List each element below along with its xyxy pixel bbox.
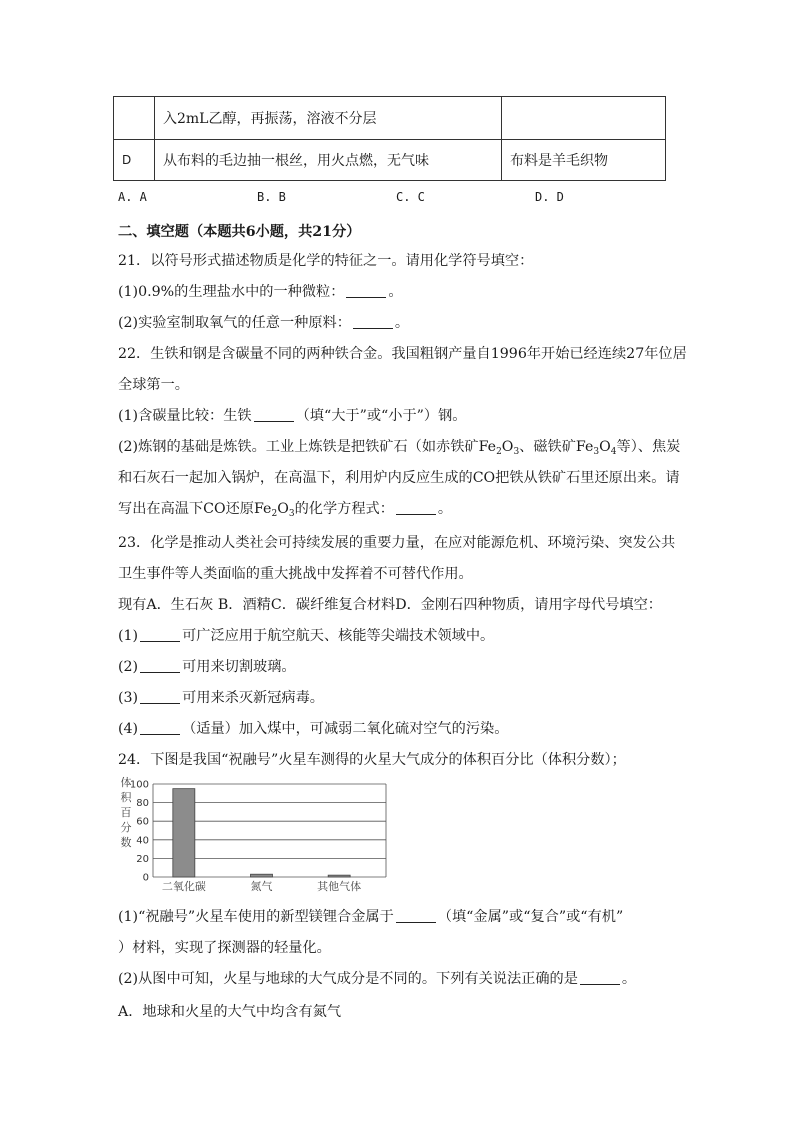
q22-line1: 22．生铁和钢是含碳量不同的两种铁合金。我国粗钢产量自1996年开始已经连续27年位居 xyxy=(118,346,687,362)
row-conclusion: 布料是羊毛织物 xyxy=(502,140,666,181)
q24-part2-text: (2)从图中可知，火星与地球的大气成分是不同的。下列有关说法正确的是 xyxy=(118,971,578,987)
part-number: (4) xyxy=(118,721,139,737)
section-title: 二、填空题（本题共6小题，共21分） xyxy=(118,224,361,240)
q21-part1-text: (1)0.9%的生理盐水中的一种微粒： xyxy=(118,284,345,300)
period: 。 xyxy=(388,284,403,300)
q22-line4: 和石灰石一起加入锅炉，在高温下，利用炉内反应生成的CO把铁从铁矿石里还原出来。请 xyxy=(118,470,680,486)
subscript: 4 xyxy=(610,447,617,457)
period: 。 xyxy=(437,501,453,517)
q22-line2: 全球第一。 xyxy=(118,377,189,393)
y-tick-label: 0 xyxy=(142,872,149,884)
y-tick-label: 20 xyxy=(136,853,149,865)
part-number: (2) xyxy=(118,659,139,675)
q22-line5 xyxy=(118,499,452,519)
y-tick-label: 100 xyxy=(129,779,149,791)
q23-part1 xyxy=(118,626,494,646)
row-description: 入2mL乙醇，再振荡，溶液不分层 xyxy=(155,97,502,140)
row-label xyxy=(114,97,155,140)
choice-b: B. B xyxy=(257,190,286,204)
q21-part1 xyxy=(118,282,403,302)
q23-part4-text: （适量）加入煤中，可减弱二氧化硫对空气的污染。 xyxy=(182,721,509,737)
q22-line5-text-b: 的化学方程式： xyxy=(294,501,394,517)
q24-stem: 24．下图是我国“祝融号”火星车测得的火星大气成分的体积百分比（体积分数）； xyxy=(118,752,626,768)
answer-blank[interactable] xyxy=(140,658,180,673)
subscript: 3 xyxy=(593,447,600,457)
answer-blank[interactable] xyxy=(396,908,436,923)
q22-line5-text-a: 写出在高温下CO还原Fe xyxy=(118,501,272,517)
q23-part1-text: 可广泛应用于航空航天、核能等尖端技术领域中。 xyxy=(182,628,495,644)
experiment-table xyxy=(113,96,666,181)
part-number: (1) xyxy=(118,628,139,644)
q21-part2 xyxy=(118,313,409,333)
formula-o: O xyxy=(599,439,611,455)
q22-part2 xyxy=(118,437,680,457)
bar xyxy=(251,874,273,877)
answer-blank[interactable] xyxy=(140,689,180,704)
bar-chart-svg xyxy=(118,776,393,896)
row-conclusion xyxy=(502,97,666,140)
answer-blank[interactable] xyxy=(140,627,180,642)
formula-o: O xyxy=(501,439,514,455)
subscript: 2 xyxy=(496,447,502,457)
subscript: 3 xyxy=(288,509,295,519)
q22-part2-text-b: 、磁铁矿Fe xyxy=(519,439,594,455)
q24-part1-text: (1)“祝融号”火星车使用的新型镁锂合金属于 xyxy=(118,909,394,925)
bar xyxy=(328,875,350,877)
y-axis-label-char: 百 xyxy=(120,806,132,819)
period: 。 xyxy=(394,315,410,331)
q24-part1 xyxy=(118,907,623,927)
subscript: 2 xyxy=(271,509,278,519)
row-label: D xyxy=(114,140,155,181)
y-axis-label-char: 分 xyxy=(120,821,132,834)
answer-blank[interactable] xyxy=(396,500,436,515)
q23-part3 xyxy=(118,688,324,708)
y-axis-label-char: 体 xyxy=(120,776,132,789)
q23-line2: 卫生事件等人类面临的重大挑战中发挥着不可替代作用。 xyxy=(118,566,473,582)
q23-part4 xyxy=(118,719,508,739)
row-description: 从布料的毛边抽一根丝，用火点燃，无气味 xyxy=(155,140,502,181)
x-tick-label: 其他气体 xyxy=(317,880,362,893)
q24-part1-cont: ）材料，实现了探测器的轻量化。 xyxy=(118,940,331,956)
q21-part2-text: (2)实验室制取氧气的任意一种原料： xyxy=(118,315,351,331)
q22-part1-text: (1)含碳量比较：生铁 xyxy=(118,408,252,424)
y-axis-label-char: 数 xyxy=(120,836,132,849)
q22-part1-hint: （填“大于”或“小于”）钢。 xyxy=(295,408,467,424)
q22-part2-text-c: 等）、焦炭 xyxy=(616,439,681,455)
q22-part2-text-a: (2)炼钢的基础是炼铁。工业上炼铁是把铁矿石（如赤铁矿Fe xyxy=(118,439,497,455)
y-tick-label: 60 xyxy=(136,816,149,828)
answer-blank[interactable] xyxy=(353,314,393,329)
formula-o: O xyxy=(277,501,289,517)
q23-part3-text: 可用来杀灭新冠病毒。 xyxy=(182,690,324,706)
q23-line3: 现有A．生石灰 B．酒精C．碳纤维复合材料D．金刚石四种物质，请用字母代号填空： xyxy=(118,597,662,613)
x-tick-label: 氮气 xyxy=(250,880,273,893)
q24-option-a: A．地球和火星的大气中均含有氮气 xyxy=(118,1004,342,1020)
q23-part2-text: 可用来切割玻璃。 xyxy=(182,659,296,675)
answer-blank[interactable] xyxy=(254,407,294,422)
q23-part2 xyxy=(118,657,296,677)
answer-blank[interactable] xyxy=(580,970,620,985)
choice-c: C. C xyxy=(396,190,425,204)
q21-stem: 21．以符号形式描述物质是化学的特征之一。请用化学符号填空： xyxy=(118,253,534,269)
q23-line1: 23．化学是推动人类社会可持续发展的重要力量，在应对能源危机、环境污染、突发公共 xyxy=(118,535,676,551)
answer-blank[interactable] xyxy=(140,720,180,735)
choice-a: A. A xyxy=(118,190,147,204)
answer-blank[interactable] xyxy=(346,283,386,298)
q24-part1-hint: （填“金属”或“复合”或“有机” xyxy=(437,909,624,925)
table-row xyxy=(114,140,666,181)
y-tick-label: 80 xyxy=(136,798,149,810)
y-tick-label: 40 xyxy=(136,835,149,847)
subscript: 3 xyxy=(513,447,520,457)
q24-part2 xyxy=(118,969,636,989)
table-row xyxy=(114,97,666,140)
q22-part1 xyxy=(118,406,467,426)
x-tick-label: 二氧化碳 xyxy=(161,880,206,893)
choice-d: D. D xyxy=(535,190,564,204)
bar xyxy=(173,789,195,877)
period: 。 xyxy=(621,971,637,987)
y-axis-label-char: 积 xyxy=(120,791,132,804)
part-number: (3) xyxy=(118,690,139,706)
mars-atmosphere-chart xyxy=(118,776,393,896)
